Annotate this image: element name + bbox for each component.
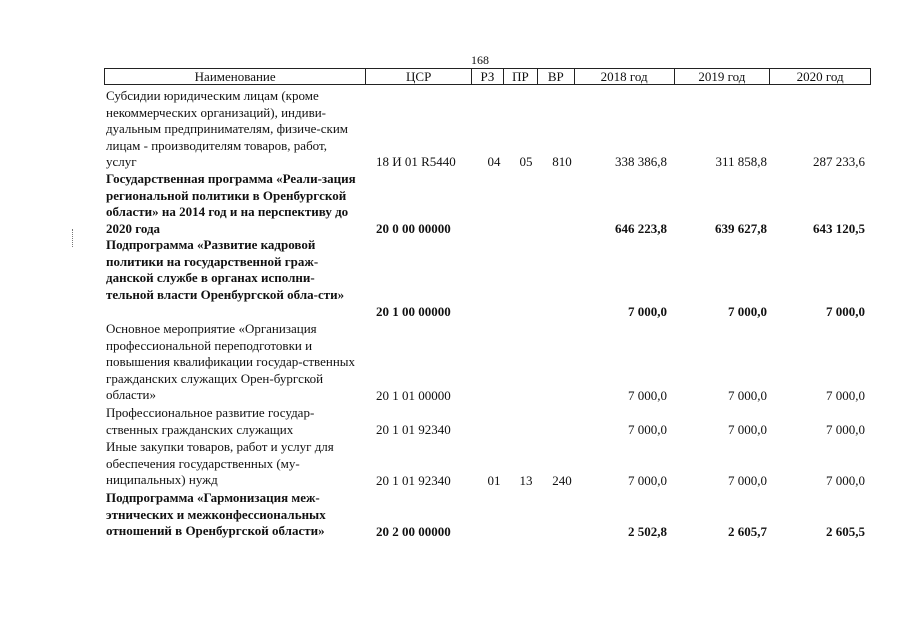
table-row (106, 237, 871, 321)
header-vr: ВР (538, 69, 575, 84)
row-name: Подпрограмма «Гармонизация меж-этнических и межконфессиональных отношений в Оренбургской области» (106, 490, 326, 539)
header-name: Наименование (105, 69, 366, 84)
row-2019: 7 000,0 (728, 473, 767, 488)
row-vr: 810 (552, 154, 572, 169)
row-2019: 7 000,0 (728, 422, 767, 437)
row-name: Субсидии юридическим лицам (кроме некоммерческих организаций), индиви-дуальным предпринимателям, физиче-ским лицам - производителям товаров, работ, услуг (106, 88, 349, 170)
row-name: Подпрограмма «Развитие кадровой политики на государственной граж-данской службе в органах исполни-тельной власти Оренбургской обла-сти» (106, 237, 345, 302)
row-name: Государственная программа «Реали-зация региональной политики в Оренбургской области» на 2014 год и на перспективу до 2020 года (106, 171, 356, 236)
row-name: Основное мероприятие «Организация профессиональной переподготовки и повышения квалификации государ-ственных гражданских служащих Орен-бургской области» (106, 321, 356, 403)
row-name: Иные закупки товаров, работ и услуг для обеспечения государственных (му-ниципальных) нужд (106, 439, 334, 488)
row-2018: 7 000,0 (628, 473, 667, 488)
row-2019: 311 858,8 (715, 154, 767, 169)
table-row (106, 405, 871, 439)
row-csr: 18 И 01 R5440 (376, 154, 456, 169)
row-2018: 2 502,8 (628, 524, 667, 539)
row-csr: 20 2 00 00000 (376, 524, 451, 539)
row-csr: 20 1 01 00000 (376, 388, 451, 403)
row-2020: 2 605,5 (826, 524, 865, 539)
row-rz: 04 (487, 154, 501, 169)
row-2020: 643 120,5 (813, 221, 865, 236)
row-2019: 2 605,7 (728, 524, 767, 539)
row-2018: 338 386,8 (615, 154, 667, 169)
row-2020: 287 233,6 (813, 154, 865, 169)
page-number: 168 (471, 53, 489, 67)
row-csr: 20 1 01 92340 (376, 473, 451, 488)
row-rz: 01 (487, 473, 501, 488)
row-2020: 7 000,0 (826, 473, 865, 488)
header-csr: ЦСР (366, 69, 472, 84)
row-csr: 20 1 00 00000 (376, 304, 451, 319)
row-vr: 240 (552, 473, 572, 488)
table-header (104, 68, 871, 85)
header-2020: 2020 год (796, 68, 844, 84)
row-pr: 13 (519, 473, 533, 488)
row-2018: 7 000,0 (628, 422, 667, 437)
row-2018: 7 000,0 (628, 304, 667, 319)
margin-mark (72, 229, 74, 247)
row-2018: 7 000,0 (628, 388, 667, 403)
table-row (106, 88, 871, 172)
row-2018: 646 223,8 (615, 221, 667, 236)
header-pr: ПР (504, 69, 538, 84)
header-2018: 2018 год (575, 69, 675, 84)
row-2019: 7 000,0 (728, 304, 767, 319)
header-rz: РЗ (472, 69, 504, 84)
row-csr: 20 0 00 00000 (376, 221, 451, 236)
header-2019: 2019 год (675, 69, 771, 84)
row-2020: 7 000,0 (826, 388, 865, 403)
table-row (106, 439, 871, 490)
table-row (106, 490, 871, 541)
row-2020: 7 000,0 (826, 422, 865, 437)
row-name: Профессиональное развитие государ-ственных гражданских служащих (106, 405, 315, 437)
table-row (106, 321, 871, 405)
row-2019: 639 627,8 (715, 221, 767, 236)
table-row (106, 171, 871, 238)
row-2019: 7 000,0 (728, 388, 767, 403)
row-2020: 7 000,0 (826, 304, 865, 319)
row-pr: 05 (519, 154, 533, 169)
row-csr: 20 1 01 92340 (376, 422, 451, 437)
